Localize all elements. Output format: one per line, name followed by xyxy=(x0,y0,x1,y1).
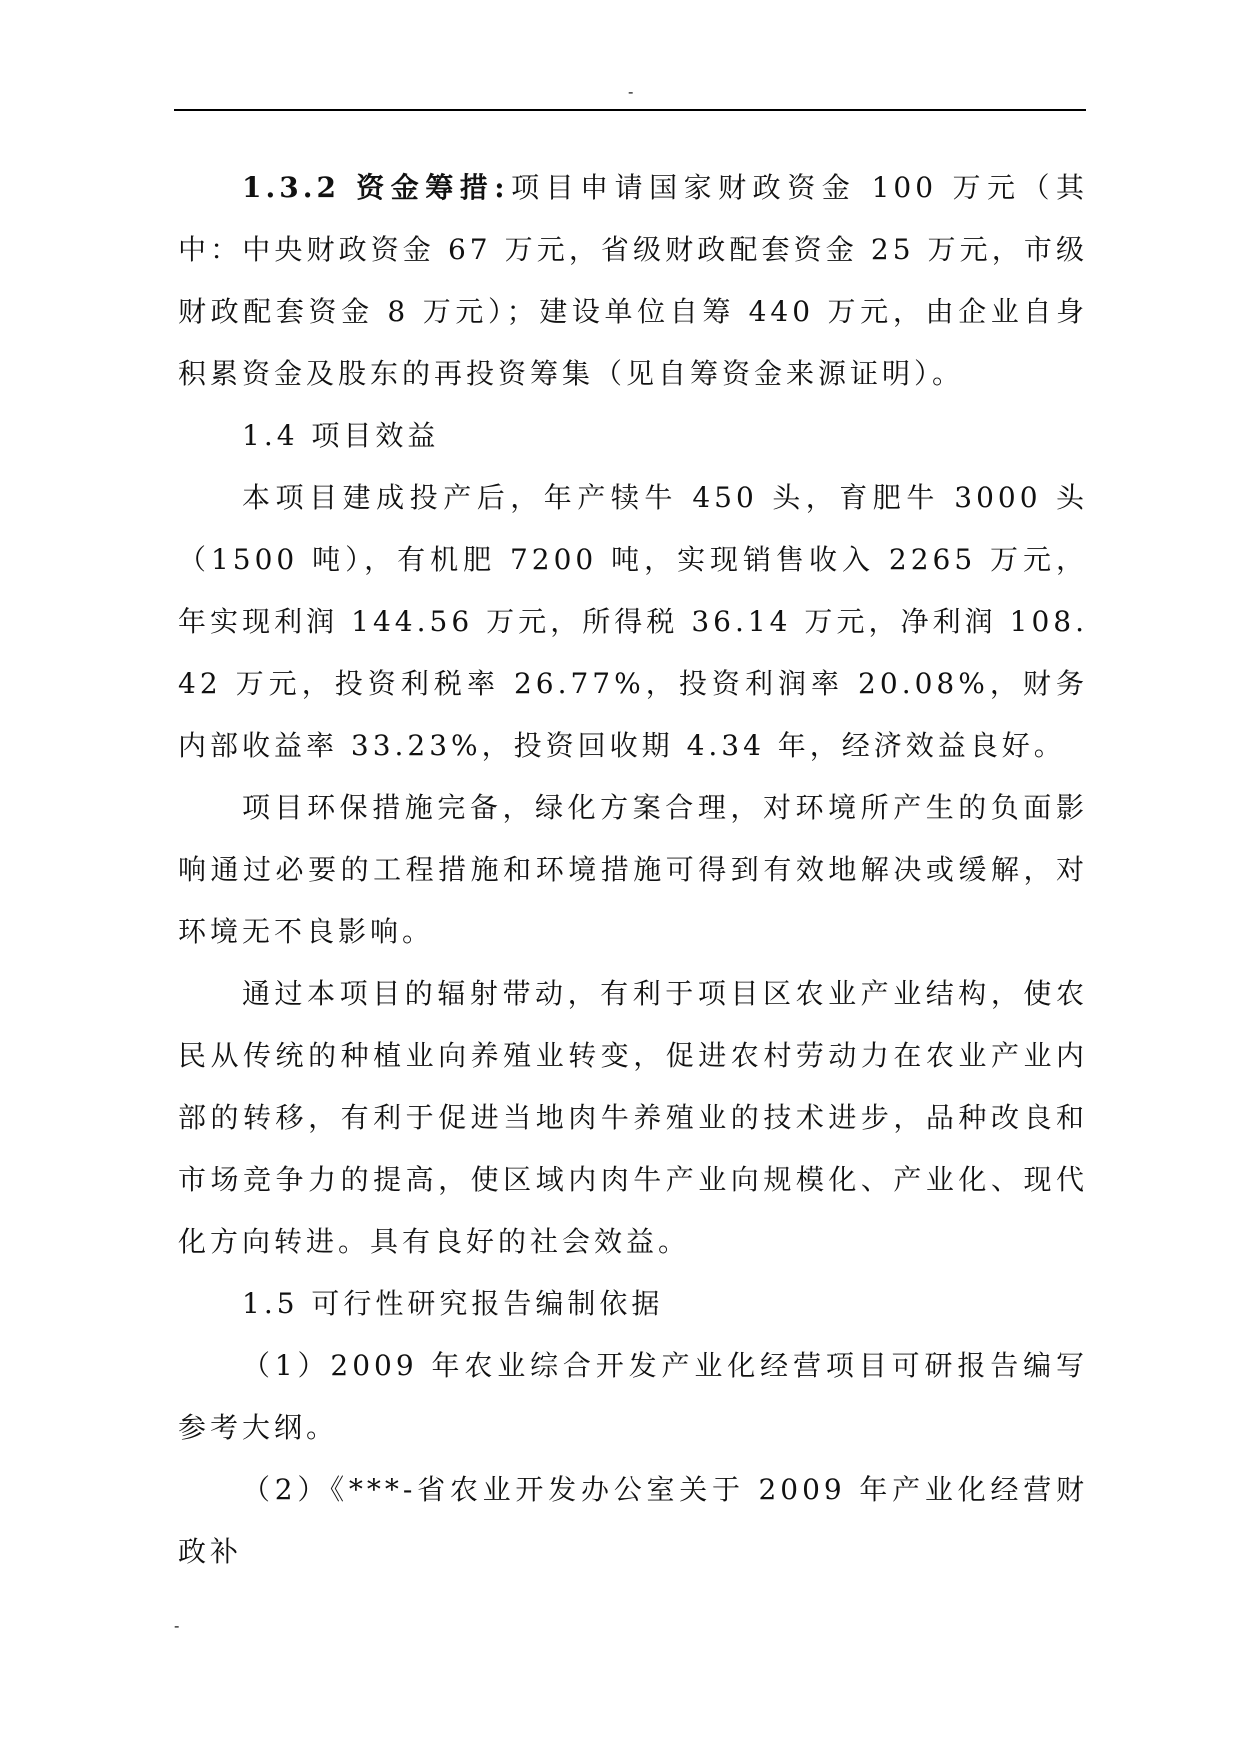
header-rule xyxy=(174,109,1086,111)
environment-paragraph: 项目环保措施完备，绿化方案合理，对环境所产生的负面影响通过必要的工程措施和环境措施可得到有效地解决或缓解，对环境无不良影响。 xyxy=(178,791,1088,948)
funding-paragraph xyxy=(178,157,1088,405)
basis-item-2: （2）《***-省农业开发办公室关于 2009 年产业化经营财政补 xyxy=(178,1473,1088,1568)
section-heading-1-5: 1.5 可行性研究报告编制依据 xyxy=(242,1287,664,1320)
funding-heading: 1.3.2 资金筹措: xyxy=(242,171,509,204)
header-mark: - xyxy=(628,82,634,101)
footer-mark: - xyxy=(174,1616,180,1635)
section-heading-1-4: 1.4 项目效益 xyxy=(242,419,440,452)
benefit-paragraph: 本项目建成投产后，年产犊牛 450 头，育肥牛 3000 头（1500 吨），有机肥 7200 吨，实现销售收入 2265 万元，年实现利润 144.56 万元，所得税 36.14 万元，净利润 108.42 万元，投资利税率 26.77%，投资利润率 20.08%，财务内部收益率 33.23%，投资回收期 4.34 年，经济效益良好。 xyxy=(178,481,1088,762)
document-body xyxy=(178,157,1088,1583)
social-paragraph: 通过本项目的辐射带动，有利于项目区农业产业结构，使农民从传统的种植业向养殖业转变，促进农村劳动力在农业产业内部的转移，有利于促进当地肉牛养殖业的技术进步，品种改良和市场竞争力的提高，使区域内肉牛产业向规模化、产业化、现代化方向转进。具有良好的社会效益。 xyxy=(178,977,1088,1258)
funding-text: 项目申请国家财政资金 100 万元（其中：中央财政资金 67 万元，省级财政配套资金 25 万元，市级财政配套资金 8 万元）；建设单位自筹 440 万元，由企业自身积累资金及股东的再投资筹集（见自筹资金来源证明）。 xyxy=(178,171,1089,390)
basis-item-1: （1）2009 年农业综合开发产业化经营项目可研报告编写参考大纲。 xyxy=(178,1349,1088,1444)
